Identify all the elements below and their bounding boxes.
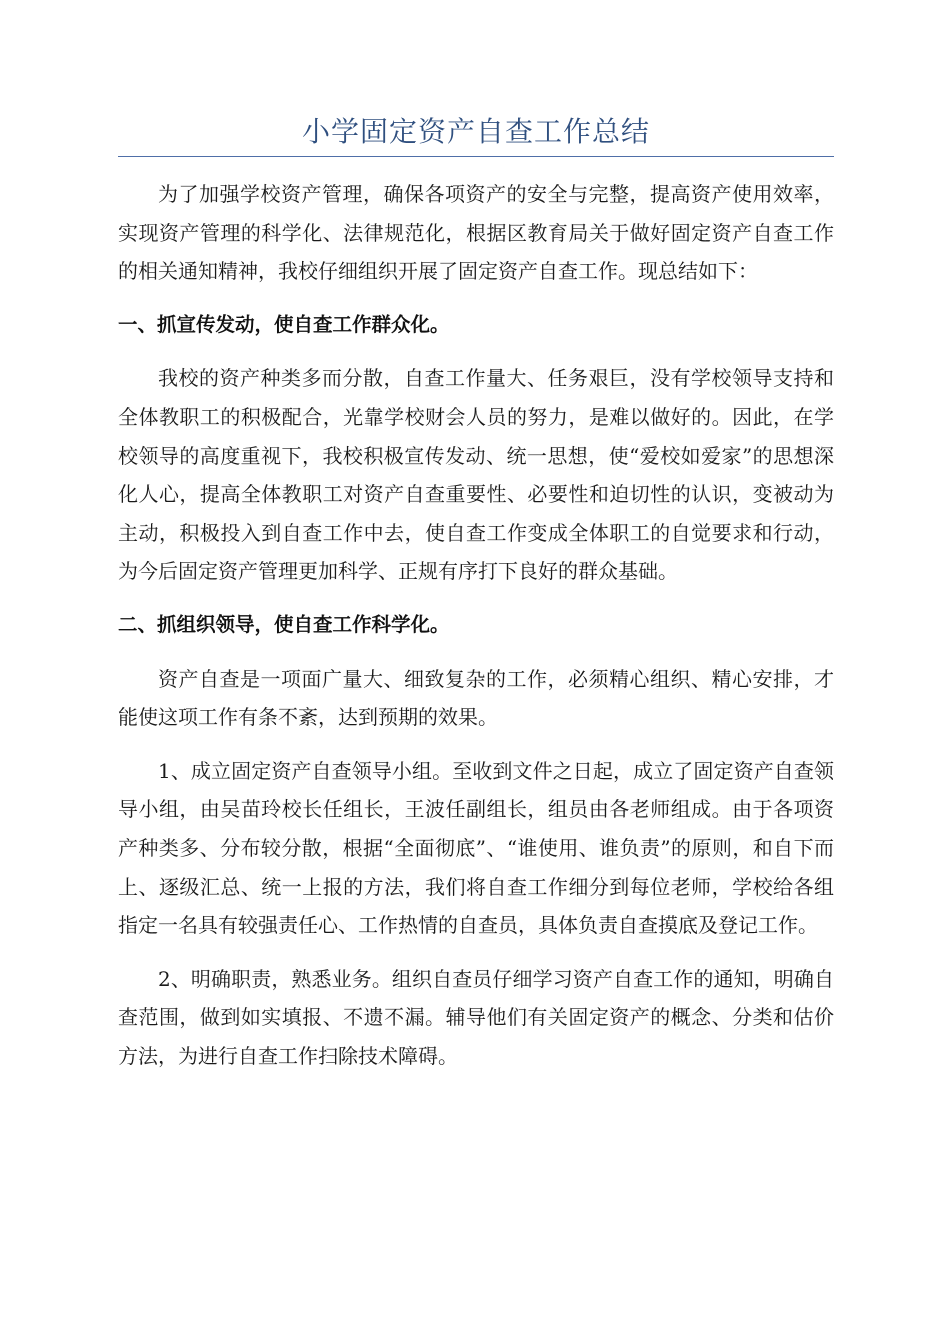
- item-1-paragraph: 1、成立固定资产自查领导小组。至收到文件之日起，成立了固定资产自查领导小组，由吴苗玲校长任组长，王波任副组长，组员由各老师组成。由于各项资产种类多、分布较分散，根据“全面彻底”、“谁使用、谁负责”的原则，和自下而上、逐级汇总、统一上报的方法，我们将自查工作细分到每位老师，学校给各组指定一名具有较强责任心、工作热情的自查员，具体负责自查摸底及登记工作。: [118, 758, 834, 938]
- title-underline: [118, 156, 834, 157]
- section-heading-2: 二、抓组织领导，使自查工作科学化。: [118, 612, 450, 636]
- section-2-paragraph: 资产自查是一项面广量大、细致复杂的工作，必须精心组织、精心安排，才能使这项工作有条不紊，达到预期的效果。: [118, 666, 834, 730]
- document-title: 小学固定资产自查工作总结: [301, 115, 650, 148]
- section-1-paragraph: 我校的资产种类多而分散，自查工作量大、任务艰巨，没有学校领导支持和全体教职工的积极配合，光靠学校财会人员的努力，是难以做好的。因此，在学校领导的高度重视下，我校积极宣传发动、统一思想，使“爱校如爱家”的思想深化人心，提高全体教职工对资产自查重要性、必要性和迫切性的认识，变被动为主动，积极投入到自查工作中去，使自查工作变成全体职工的自觉要求和行动，为今后固定资产管理更加科学、正规有序打下良好的群众基础。: [118, 366, 834, 584]
- intro-paragraph: 为了加强学校资产管理，确保各项资产的安全与完整，提高资产使用效率，实现资产管理的科学化、法律规范化，根据区教育局关于做好固定资产自查工作的相关通知精神，我校仔细组织开展了固定资产自查工作。现总结如下：: [118, 182, 834, 284]
- item-2-paragraph: 2、明确职责，熟悉业务。组织自查员仔细学习资产自查工作的通知，明确自查范围，做到如实填报、不遗不漏。辅导他们有关固定资产的概念、分类和估价方法，为进行自查工作扫除技术障碍。: [118, 966, 834, 1068]
- section-heading-1: 一、抓宣传发动，使自查工作群众化。: [118, 312, 450, 336]
- document-page: [118, 108, 834, 1090]
